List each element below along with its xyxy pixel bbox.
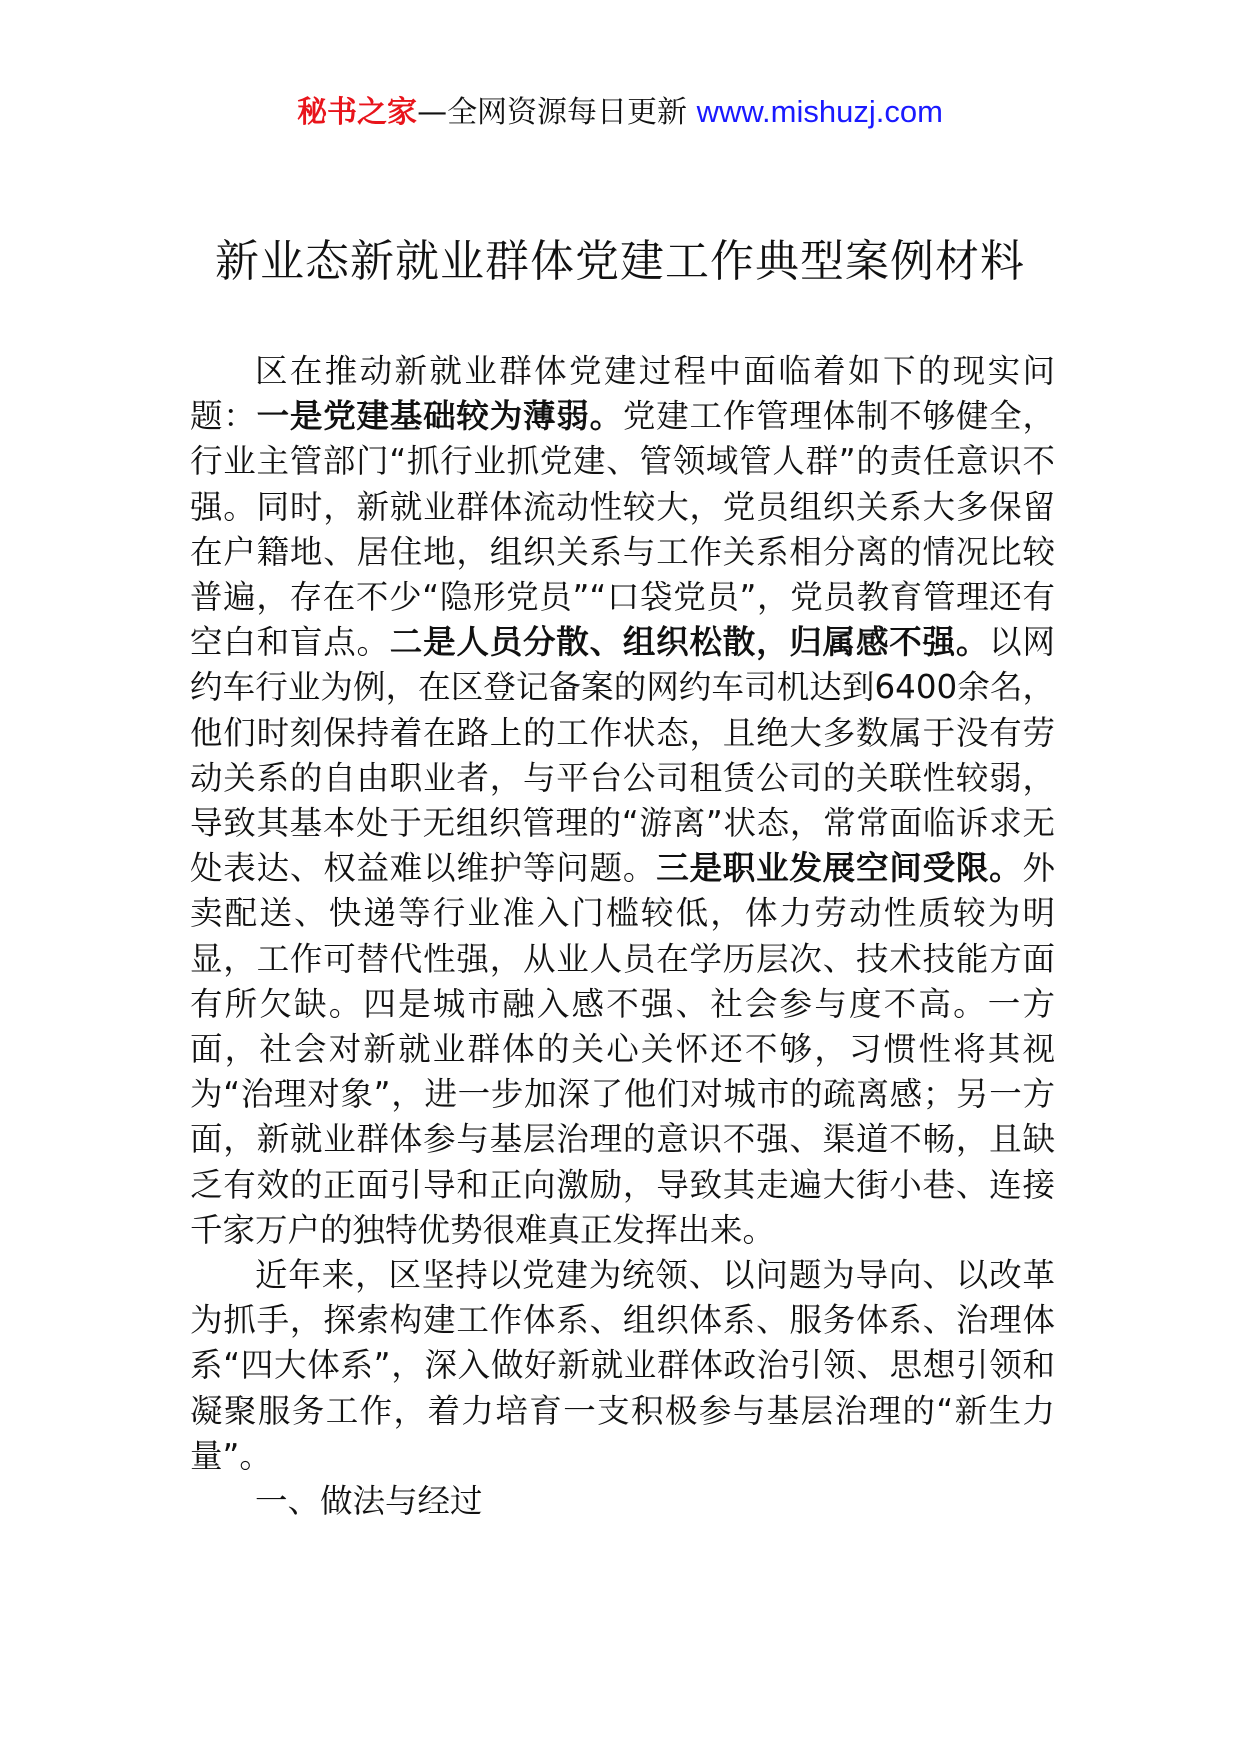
paragraph-text: 外卖配送、快递等行业准入门槛较低，体力劳动性质较为明显，工作可替代性强，从业人员在学历层次、技术技能方面有所欠缺。四是城市融入感不强、社会参与度不高。一方面，社会对新就业群体的关心关怀还不够，习惯性将其视为“治理对象”，进一步加深了他们对城市的疏离感；另一方面，新就业群体参与基层治理的意识不强、渠道不畅，且缺乏有效的正面引导和正向激励，导致其走遍大街小巷、连接千家万户的独特优势很难真正发挥出来。 bbox=[190, 849, 1055, 1249]
paragraph-text: 党建工作管理体制不够健全，行业主管部门“抓行业抓党建、管领域管人群”的责任意识不强。同时，新就业群体流动性较大，党员组织关系大多保留在户籍地、居住地，组织关系与工作关系相分离的情况比较普遍，存在不少“隐形党员”“口袋党员”，党员教育管理还有空白和盲点。 bbox=[190, 397, 1055, 662]
site-url-link[interactable]: www.mishuzj.com bbox=[696, 94, 943, 129]
bold-point-3: 三是职业发展空间受限。 bbox=[656, 849, 1023, 888]
site-header bbox=[0, 92, 1240, 133]
bold-point-1: 一是党建基础较为薄弱。 bbox=[256, 397, 623, 436]
paragraph-approach: 近年来，区坚持以党建为统领、以问题为导向、以改革为抓手，探索构建工作体系、组织体系、服务体系、治理体系“四大体系”，深入做好新就业群体政治引领、思想引领和凝聚服务工作，着力培育一支积极参与基层治理的“新生力量”。 bbox=[190, 1256, 1055, 1475]
site-tagline: —全网资源每日更新 bbox=[417, 95, 697, 130]
document-body bbox=[190, 349, 1055, 1524]
site-brand: 秘书之家 bbox=[297, 95, 418, 130]
section-heading: 一、做法与经过 bbox=[255, 1482, 483, 1521]
bold-point-2: 二是人员分散、组织松散，归属感不强。 bbox=[389, 623, 990, 662]
document-title: 新业态新就业群体党建工作典型案例材料 bbox=[215, 236, 1025, 287]
paragraph-text: 以网约车行业为例，在区登记备案的网约车司机达到6400余名，他们时刻保持着在路上的工作状态，且绝大多数属于没有劳动关系的自由职业者，与平台公司租赁公司的关联性较弱，导致其基本处于无组织管理的“游离”状态，常常面临诉求无处表达、权益难以维护等问题。 bbox=[190, 623, 1055, 888]
paragraph-problems bbox=[190, 349, 1055, 1253]
paragraph-text: 区在推动新就业群体党建过程中面临着如下的现实问题： bbox=[190, 352, 1055, 436]
